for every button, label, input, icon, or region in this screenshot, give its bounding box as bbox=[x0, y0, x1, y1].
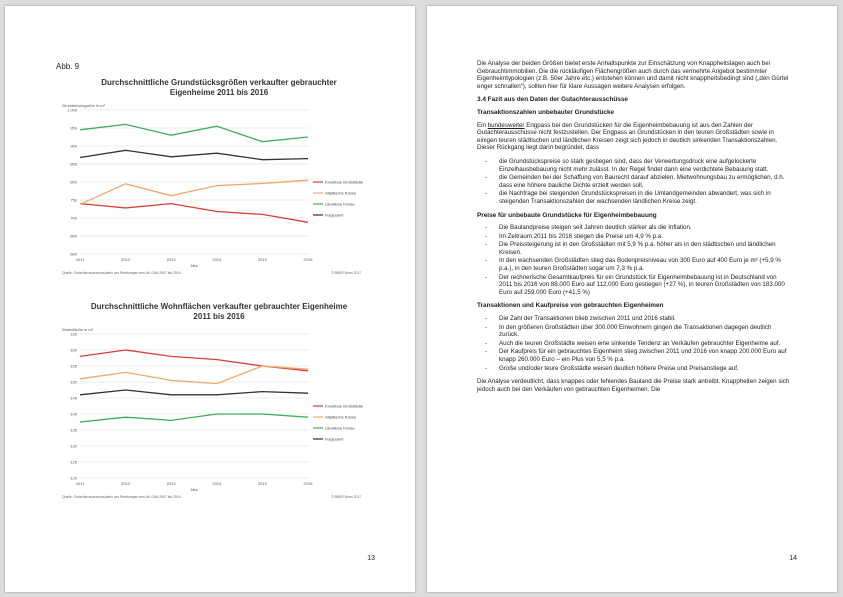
x-axis-label: Jahr bbox=[190, 487, 198, 492]
list-reasons bbox=[477, 158, 791, 206]
y-tick-label: 145 bbox=[70, 395, 77, 401]
copyright-note: © BBSR Bonn 2017 bbox=[330, 271, 361, 275]
y-tick-label: 1.000 bbox=[66, 107, 77, 113]
section-heading: 3.4 Fazit aus den Daten der Gutachterausschüsse bbox=[477, 96, 628, 104]
text-block bbox=[477, 60, 791, 399]
legend-entry: Insgesamt bbox=[325, 436, 344, 442]
x-tick-label: 2013 bbox=[166, 481, 176, 486]
x-tick-label: 2012 bbox=[121, 257, 131, 262]
intro-paragraph: Die Analyse der beiden Größen bietet erste Anhaltspunkte zur Einschätzung von Knappheitslagen auch bei Gebrauchtimmobilien. Die die rückläufigen Flächengrößen auch durch das vermehrte Angebot bestimmter Eigenheimtypologien (z.B. 50er Jahre etc.) entstehen können und damit nicht knappheitsbedingt sind („den Gürtel enger schnallen“), sollten hier für klare Aussagen weitere Analysen erfolgen. bbox=[477, 60, 789, 90]
y-tick-label: 165 bbox=[70, 331, 77, 337]
chart-title: Durchschnittliche Wohnflächen verkaufter gebrauchter Eigenheime 2011 bis 2016 bbox=[90, 302, 348, 321]
legend-entry: Kreisfreie Großstädte bbox=[325, 179, 364, 185]
legend-entry: Insgesamt bbox=[325, 212, 344, 218]
series-line bbox=[80, 366, 308, 384]
list-item: - In den wachsenden Großstädten stieg das Bodenpreisniveau von 300 Euro auf 400 Euro je m² (+5,9 % p.a.), in den teuren Großstädten sogar um 7,3 % p.a. bbox=[477, 257, 791, 272]
list-prices bbox=[477, 224, 791, 296]
chart-title: Durchschnittliche Grundstücksgrößen verkaufter gebrauchter Eigenheime 2011 bis 2016 bbox=[101, 78, 337, 97]
legend-entry: Ländliche Kreise bbox=[325, 201, 355, 207]
chart-living-area bbox=[61, 302, 377, 499]
x-tick-label: 2015 bbox=[257, 481, 267, 486]
x-tick-label: 2016 bbox=[303, 481, 313, 486]
series-line bbox=[80, 350, 308, 371]
series-line bbox=[80, 150, 308, 159]
list-item: - die Nachfrage bei steigenden Grundstückspreisen in die Umlandgemeinden abwandert, was sich in steigenden Transaktionszahlen der wachsenden ländlichen Kreise zeigt. bbox=[477, 190, 791, 205]
y-axis-label: Wohnfläche in m² bbox=[62, 327, 94, 332]
y-tick-label: 650 bbox=[70, 233, 77, 239]
list-item: - Die Preissteigerung ist in den Großstädten mit 5,9 % p.a. höher als in den städtischen und ländlichen Kreisen. bbox=[477, 241, 791, 256]
subheading-prices: Preise für unbebaute Grundstücke für Eigenheimbebauung bbox=[477, 211, 657, 219]
list-item: - Die Zahl der Transaktionen blieb zwischen 2011 und 2016 stabil. bbox=[477, 315, 791, 323]
y-tick-label: 900 bbox=[70, 143, 77, 149]
copyright-note: © BBSR Bonn 2017 bbox=[330, 495, 361, 499]
series-line bbox=[80, 204, 308, 223]
y-tick-label: 120 bbox=[70, 475, 77, 481]
y-tick-label: 155 bbox=[70, 363, 77, 369]
legend-entry: Kreisfreie Großstädte bbox=[325, 403, 364, 409]
subheading-transactions: Transaktionszahlen unbebauter Grundstücke bbox=[477, 108, 615, 116]
x-tick-label: 2011 bbox=[75, 257, 85, 262]
y-tick-label: 750 bbox=[70, 197, 77, 203]
legend-entry: Städtische Kreise bbox=[325, 190, 357, 196]
source-note: Quelle: Gutachterausschussdaten der Erhebungen des AK OGA 2007 bis 2016 bbox=[62, 495, 181, 499]
series-line bbox=[80, 124, 308, 141]
closing-paragraph: Die Analyse verdeutlicht, dass knappes oder fehlendes Bauland die Preise stark antreibt. Knappheiten zeigen sich jedoch auch bei den Verkäufen von gebrauchten Eigenheimen. Die bbox=[477, 378, 790, 393]
x-tick-label: 2016 bbox=[303, 257, 313, 262]
x-tick-label: 2014 bbox=[212, 257, 222, 262]
y-tick-label: 950 bbox=[70, 125, 77, 131]
series-line bbox=[80, 414, 308, 422]
x-tick-label: 2012 bbox=[121, 481, 131, 486]
y-tick-label: 160 bbox=[70, 347, 77, 353]
page-14 bbox=[427, 6, 837, 592]
y-tick-label: 140 bbox=[70, 411, 77, 417]
y-tick-label: 130 bbox=[70, 443, 77, 449]
chart-plot-sizes bbox=[61, 78, 377, 275]
y-tick-label: 800 bbox=[70, 179, 77, 185]
series-line bbox=[80, 180, 308, 204]
list-item: - Große und/oder teure Großstädte weisen deutlich höhere Preise und Preisanstiege auf. bbox=[477, 365, 791, 373]
y-tick-label: 150 bbox=[70, 379, 77, 385]
subheading-used-homes: Transaktionen und Kaufpreise von gebrauchten Eigenheimen bbox=[477, 302, 664, 310]
series-line bbox=[80, 390, 308, 395]
chart-svg bbox=[61, 78, 377, 275]
x-tick-label: 2011 bbox=[75, 481, 85, 486]
list-item: - In den größeren Großstädten über 300.000 Einwohnern gingen die Transaktionen dagegen deutlich zurück. bbox=[477, 324, 791, 339]
y-tick-label: 850 bbox=[70, 161, 77, 167]
list-item: - Der Kaufpreis für ein gebrauchtes Eigenheim stieg zwischen 2011 und 2016 von knapp 200.000 Euro auf knapp 260.000 Euro – ein Plus von 5,5 % p.a. bbox=[477, 348, 791, 363]
source-note: Quelle: Gutachterausschussdaten der Erhebungen des AK OGA 2007 bis 2016 bbox=[62, 271, 181, 275]
page-number: 13 bbox=[367, 555, 375, 562]
paragraph-transactions: Ein bundesweiter Engpass bei den Grundstücken für die Eigenheimbebauung ist aus den Zahlen der Gutachterausschüsse nicht festzustellen. Der Engpass an Grundstücken in den teuren Großstädten sowie in einigen teuren städtischen und ländlichen Kreisen zeigt sich jedoch in deutlich sinkenden Transaktionszahlen. Dieser Rückgang liegt darin begründet, dass bbox=[477, 121, 778, 152]
list-item: - die Gemeinden bei der Schaffung von Baurecht darauf abzielen, Mietwohnungsbau zu ermöglichen, d.h. dass eine höhere bauliche Dichte erzielt werden soll. bbox=[477, 174, 791, 189]
list-item: - Die Baulandpreise steigen seit Jahren deutlich stärker als die Inflation. bbox=[477, 224, 791, 232]
list-item: - die Grundstückspreise so stark gestiegen sind, dass der Verwertungsdruck eine aufgelockerte Einzelhausbebauung nicht mehr zulässt. In der Regel findet dann eine verdichtete Bebauung statt. bbox=[477, 158, 791, 173]
chart-svg bbox=[61, 302, 377, 499]
x-tick-label: 2014 bbox=[212, 481, 222, 486]
y-tick-label: 700 bbox=[70, 215, 77, 221]
page-number: 14 bbox=[789, 555, 797, 562]
list-item: - Der rechnerische Gesamtkaufpreis für ein Grundstück für Eigenheimbebauung ist in Deutschland von 2011 bis 2016 von 88.000 Euro auf 112.000 Euro gestiegen (+27 %), in teuren Großstädten von 183.000 Euro auf 259.000 Euro (+41,5 %) bbox=[477, 274, 791, 297]
y-tick-label: 135 bbox=[70, 427, 77, 433]
x-tick-label: 2015 bbox=[257, 257, 267, 262]
legend-entry: Ländliche Kreise bbox=[325, 425, 355, 431]
figure-label: Abb. 9 bbox=[56, 62, 80, 71]
list-item: - Im Zeitraum 2011 bis 2016 stiegen die Preise um 4,9 % p.a. bbox=[477, 233, 791, 241]
x-tick-label: 2013 bbox=[166, 257, 176, 262]
y-tick-label: 125 bbox=[70, 459, 77, 465]
list-used-homes bbox=[477, 315, 791, 372]
x-axis-label: Jahr bbox=[190, 263, 198, 268]
list-item: - Auch die teuren Großstädte weisen eine sinkende Tendenz an Verkäufen gebrauchter Eigenheime auf. bbox=[477, 340, 791, 348]
y-tick-label: 600 bbox=[70, 251, 77, 257]
legend-entry: Städtische Kreise bbox=[325, 414, 357, 420]
page-13 bbox=[5, 6, 415, 592]
y-axis-label: Grundstücksgröße in m² bbox=[62, 103, 105, 108]
